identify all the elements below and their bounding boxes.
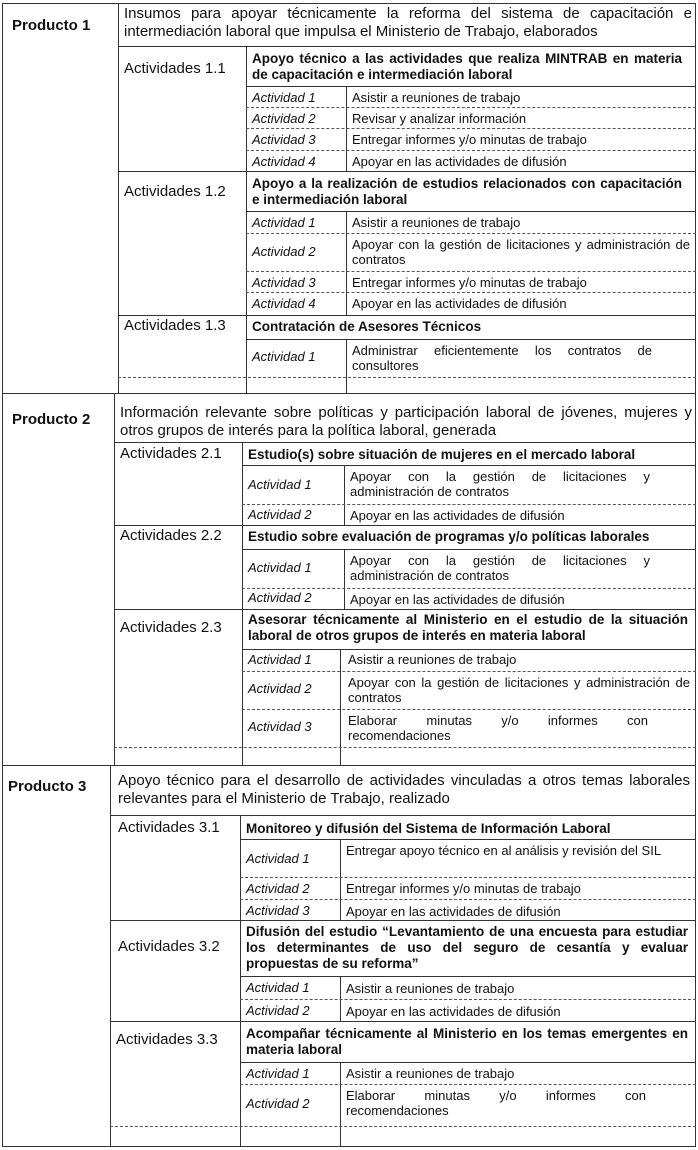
activity-group-title: Difusión del estudio “Levantamiento de una encuesta para estudiar los determinantes de uso del seguro de cesantía y evaluar propuestas de su reforma”: [246, 924, 688, 971]
task-name: Actividad 1: [246, 851, 310, 866]
grid-line: [2, 765, 3, 1147]
task-description: Entregar apoyo técnico en al análisis y revisión del SIL: [346, 843, 662, 858]
activity-group-title: Estudio sobre evaluación de programas y/o políticas laborales: [248, 529, 650, 544]
grid-line: [240, 877, 696, 878]
task-description: Entregar informes y/o minutas de trabajo: [352, 275, 587, 290]
grid-line: [242, 442, 243, 765]
task-name: Actividad 2: [248, 590, 312, 605]
task-name: Actividad 2: [246, 881, 310, 896]
task-name: Actividad 3: [246, 903, 310, 918]
grid-line: [246, 86, 696, 87]
grid-line: [2, 393, 3, 765]
task-description: Asistir a reuniones de trabajo: [352, 90, 521, 105]
grid-line: [695, 3, 696, 393]
grid-line: [242, 549, 696, 550]
grid-line: [118, 315, 696, 316]
task-description: Apoyar con la gestión de licitaciones y administración de contratos: [350, 553, 650, 583]
grid-line: [246, 339, 696, 340]
task-name: Actividad 1: [252, 215, 316, 230]
task-name: Actividad 1: [248, 652, 312, 667]
activity-group-title: Monitoreo y difusión del Sistema de Información Laboral: [246, 821, 611, 836]
product-description: Apoyo técnico para el desarrollo de actividades vinculadas a otros temas laborales relevantes para el Ministerio de Trabajo, realizado: [118, 772, 690, 807]
task-description: Elaborar minutas y/o informes con recomendaciones: [346, 1088, 646, 1118]
task-description: Apoyar en las actividades de difusión: [346, 1004, 561, 1019]
grid-line: [110, 765, 111, 1147]
task-name: Actividad 2: [252, 244, 316, 259]
product-description: Insumos para apoyar técnicamente la reforma del sistema de capacitación e intermediación laboral que impulsa el Ministerio de Trabajo, elaborados: [124, 5, 692, 40]
activity-group-label: Actividades 3.3: [116, 1031, 218, 1048]
grid-line: [246, 150, 696, 151]
task-name: Actividad 1: [248, 560, 312, 575]
task-description: Apoyar en las actividades de difusión: [350, 508, 565, 523]
grid-line: [346, 339, 347, 393]
task-description: Asistir a reuniones de trabajo: [348, 652, 517, 667]
grid-line: [340, 839, 341, 920]
grid-line: [246, 292, 696, 293]
activity-group-label: Actividades 3.1: [118, 819, 220, 836]
grid-line: [110, 1021, 696, 1022]
grid-line: [110, 1126, 696, 1127]
grid-line: [2, 3, 696, 4]
task-description: Apoyar en las actividades de difusión: [352, 296, 567, 311]
activity-group-label: Actividades 1.3: [124, 317, 226, 334]
task-description: Apoyar con la gestión de licitaciones y administración de contratos: [352, 237, 690, 267]
grid-line: [118, 171, 696, 172]
grid-line: [114, 747, 696, 748]
grid-line: [695, 765, 696, 1147]
activity-group-label: Actividades 1.1: [124, 60, 226, 77]
task-description: Revisar y analizar información: [352, 111, 527, 126]
activity-group-label: Actividades 1.2: [124, 183, 226, 200]
activity-group-title: Estudio(s) sobre situación de mujeres en el mercado laboral: [248, 447, 636, 462]
grid-line: [114, 609, 696, 610]
grid-line: [118, 377, 696, 378]
task-description: Elaborar minutas y/o informes con recomendaciones: [348, 713, 648, 743]
grid-line: [246, 107, 696, 108]
grid-line: [240, 999, 696, 1000]
task-name: Actividad 3: [248, 719, 312, 734]
grid-line: [2, 1146, 696, 1147]
product-label: Producto 2: [12, 411, 91, 428]
task-description: Apoyar en las actividades de difusión: [352, 154, 567, 169]
task-name: Actividad 1: [246, 1066, 310, 1081]
task-description: Apoyar en las actividades de difusión: [346, 904, 561, 919]
activity-group-title: Apoyo a la realización de estudios relacionados con capacitación e intermediación laboral: [252, 176, 682, 207]
activity-group-title: Asesorar técnicamente al Ministerio en el estudio de la situación laboral de otros grupos de interés en materia laboral: [248, 612, 688, 643]
activity-group-label: Actividades 3.2: [118, 938, 220, 955]
grid-line: [242, 709, 696, 710]
product-description: Información relevante sobre políticas y participación laboral de jóvenes, mujeres y otros grupos de interés para la política laboral, generada: [120, 404, 692, 439]
grid-line: [240, 839, 696, 840]
grid-line: [240, 1084, 696, 1085]
task-name: Actividad 2: [246, 1003, 310, 1018]
task-name: Actividad 2: [248, 507, 312, 522]
task-description: Asistir a reuniones de trabajo: [346, 1066, 515, 1081]
task-description: Asistir a reuniones de trabajo: [346, 981, 515, 996]
task-name: Actividad 1: [252, 349, 316, 364]
grid-line: [2, 765, 696, 766]
grid-line: [344, 549, 345, 609]
task-name: Actividad 3: [252, 132, 316, 147]
task-description: Asistir a reuniones de trabajo: [352, 215, 521, 230]
grid-line: [246, 211, 696, 212]
grid-line: [240, 976, 696, 977]
grid-line: [340, 1062, 341, 1147]
grid-line: [242, 504, 696, 505]
task-name: Actividad 2: [246, 1096, 310, 1111]
grid-line: [346, 211, 347, 315]
activity-group-title: Apoyo técnico a las actividades que realiza MINTRAB en materia de capacitación e intermediación laboral: [252, 51, 682, 82]
product-label: Producto 1: [12, 17, 91, 34]
grid-line: [246, 271, 696, 272]
activity-group-label: Actividades 2.2: [120, 527, 222, 544]
grid-line: [242, 465, 696, 466]
activity-group-title: Contratación de Asesores Técnicos: [252, 319, 482, 334]
grid-line: [110, 920, 696, 921]
grid-line: [118, 3, 119, 393]
task-description: Entregar informes y/o minutas de trabajo: [346, 881, 581, 896]
grid-line: [246, 233, 696, 234]
task-description: Apoyar en las actividades de difusión: [350, 592, 565, 607]
task-name: Actividad 2: [248, 681, 312, 696]
activity-group-title: Acompañar técnicamente al Ministerio en los temas emergentes en materia laboral: [246, 1026, 688, 1057]
task-description: Entregar informes y/o minutas de trabajo: [352, 132, 587, 147]
grid-line: [242, 649, 696, 650]
activity-group-label: Actividades 2.1: [120, 445, 222, 462]
grid-line: [242, 588, 696, 589]
task-description: Apoyar con la gestión de licitaciones y administración de contratos: [348, 675, 690, 705]
grid-line: [110, 815, 696, 816]
grid-line: [246, 46, 247, 393]
grid-line: [118, 46, 696, 47]
task-name: Actividad 1: [252, 90, 316, 105]
task-name: Actividad 2: [252, 111, 316, 126]
grid-line: [344, 465, 345, 525]
grid-line: [2, 393, 696, 394]
grid-line: [242, 671, 696, 672]
grid-line: [246, 128, 696, 129]
grid-line: [2, 3, 3, 393]
grid-line: [240, 1062, 696, 1063]
task-description: Apoyar con la gestión de licitaciones y administración de contratos: [350, 469, 650, 499]
task-name: Actividad 4: [252, 154, 316, 169]
task-name: Actividad 1: [246, 980, 310, 995]
task-description: Administrar eficientemente los contratos de consultores: [352, 343, 652, 373]
product-label: Producto 3: [8, 778, 87, 795]
grid-line: [114, 442, 696, 443]
activity-group-label: Actividades 2.3: [120, 619, 222, 636]
grid-line: [240, 815, 241, 1147]
task-name: Actividad 3: [252, 275, 316, 290]
task-name: Actividad 4: [252, 296, 316, 311]
grid-line: [114, 393, 115, 765]
grid-line: [114, 525, 696, 526]
grid-line: [240, 899, 696, 900]
task-name: Actividad 1: [248, 477, 312, 492]
